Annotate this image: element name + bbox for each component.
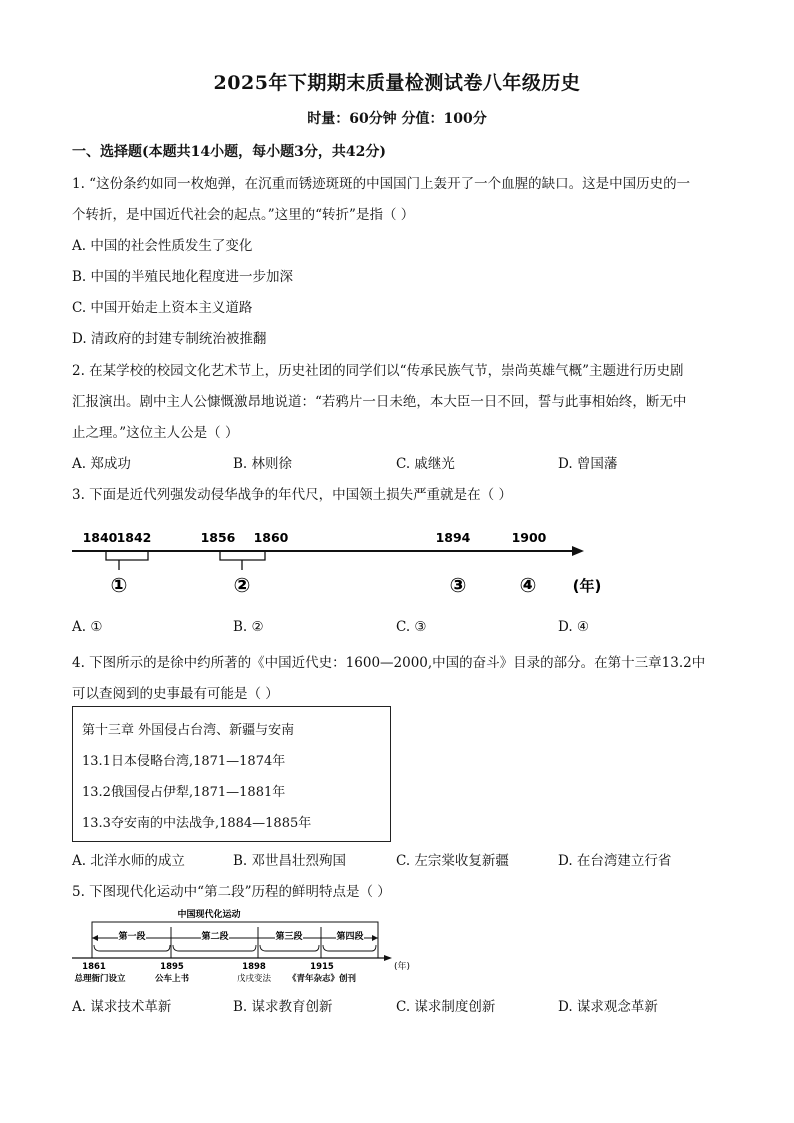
bracket-2	[220, 551, 265, 560]
q3-option-d[interactable]: D. ④	[558, 619, 590, 635]
diagram-year-1861: 1861	[82, 962, 106, 972]
page-title: 2025年下期期末质量检测试卷八年级历史	[213, 72, 581, 94]
diagram-unit: (年)	[393, 962, 411, 972]
q2-stem-line3: 止之理。”这位主人公是（ ）	[72, 425, 239, 441]
q3-option-a[interactable]: A. ①	[72, 619, 103, 635]
q1-stem-line2: 个转折，是中国近代社会的起点。”这里的“转折”是指（ ）	[72, 207, 415, 223]
year-1860: 1860	[253, 530, 289, 545]
q5-option-c[interactable]: C. 谋求制度创新	[396, 999, 496, 1015]
q5-option-b[interactable]: B. 谋求教育创新	[233, 999, 333, 1015]
timeline-unit: (年)	[572, 577, 602, 595]
page-subtitle: 时量：60分钟 分值：100分	[307, 111, 487, 127]
toc-item-13-3: 13.3夺安南的中法战争,1884—1885年	[82, 816, 312, 831]
stage-4: 第四段	[336, 932, 364, 942]
war-timeline	[62, 522, 622, 602]
year-1894: 1894	[435, 530, 471, 545]
marker-3: ③	[449, 573, 467, 597]
q1-option-d[interactable]: D. 清政府的封建专制统治被推翻	[72, 331, 267, 347]
q1-option-a[interactable]: A. 中国的社会性质发生了变化	[72, 238, 253, 254]
event-1898: 戊戌变法	[236, 974, 272, 984]
q4-option-b[interactable]: B. 邓世昌壮烈殉国	[233, 853, 347, 869]
marker-2: ②	[233, 573, 251, 597]
bracket-1	[106, 551, 148, 560]
diagram-year-1898: 1898	[242, 962, 266, 972]
q5-option-d[interactable]: D. 谋求观念革新	[558, 999, 658, 1015]
q3-stem: 3. 下面是近代列强发动侵华战争的年代尺，中国领土损失严重就是在（ ）	[72, 487, 512, 503]
table-of-contents-box	[72, 706, 391, 842]
section-heading: 一、选择题(本题共14小题，每小题3分，共42分)	[72, 144, 386, 160]
q5-option-a[interactable]: A. 谋求技术革新	[72, 999, 172, 1015]
year-1840: 1840	[82, 530, 118, 545]
q1-stem-line1: 1. “这份条约如同一枚炮弹，在沉重而锈迹斑斑的中国国门上轰开了一个血腥的缺口。这是中国历史的一	[72, 176, 691, 192]
toc-chapter-title: 第十三章 外国侵占台湾、新疆与安南	[82, 723, 295, 738]
q4-option-d[interactable]: D. 在台湾建立行省	[558, 853, 672, 869]
q1-option-c[interactable]: C. 中国开始走上资本主义道路	[72, 300, 253, 316]
q2-option-d[interactable]: D. 曾国藩	[558, 456, 618, 472]
stage-1: 第一段	[118, 932, 146, 942]
q4-option-c[interactable]: C. 左宗棠收复新疆	[396, 853, 509, 869]
q2-option-a[interactable]: A. 郑成功	[72, 456, 131, 472]
q1-option-b[interactable]: B. 中国的半殖民地化程度进一步加深	[72, 269, 294, 285]
year-1900: 1900	[511, 530, 547, 545]
toc-item-13-2: 13.2俄国侵占伊犁,1871—1881年	[82, 785, 286, 800]
q4-stem-line1: 4. 下图所示的是徐中约所著的《中国近代史：1600—2000,中国的奋斗》目录的部分。在第十三章13.2中	[72, 655, 706, 671]
q3-option-b[interactable]: B. ②	[233, 619, 264, 635]
q2-option-b[interactable]: B. 林则徐	[233, 456, 293, 472]
stage-2: 第二段	[201, 932, 229, 942]
q2-stem-line1: 2. 在某学校的校园文化艺术节上，历史社团的同学们以“传承民族气节，崇尚英雄气概”主题进行历史剧	[72, 363, 684, 379]
q3-option-c[interactable]: C. ③	[396, 619, 427, 635]
diagram-year-1915: 1915	[310, 962, 334, 972]
marker-1: ①	[110, 573, 128, 597]
marker-4: ④	[519, 573, 537, 597]
toc-item-13-1: 13.1日本侵略台湾,1871—1874年	[82, 754, 286, 769]
year-1856: 1856	[200, 530, 236, 545]
event-1915: 《青年杂志》创刊	[287, 974, 357, 984]
year-1842: 1842	[116, 530, 152, 545]
q2-option-c[interactable]: C. 戚继光	[396, 456, 455, 472]
q4-stem-line2: 可以查阅到的史事最有可能是（ ）	[72, 686, 279, 702]
modernization-diagram	[66, 905, 418, 987]
event-1861: 总理衙门设立	[74, 974, 126, 984]
diagram-title: 中国现代化运动	[177, 910, 241, 920]
event-1895: 公车上书	[154, 974, 190, 984]
q2-stem-line2: 汇报演出。剧中主人公慷慨激昂地说道：“若鸦片一日未绝，本大臣一日不回，誓与此事相始终，断无中	[72, 394, 687, 410]
q5-stem: 5. 下图现代化运动中“第二段”历程的鲜明特点是（ ）	[72, 884, 391, 900]
q4-option-a[interactable]: A. 北洋水师的成立	[72, 853, 185, 869]
stage-3: 第三段	[275, 932, 303, 942]
diagram-year-1895: 1895	[160, 962, 184, 972]
